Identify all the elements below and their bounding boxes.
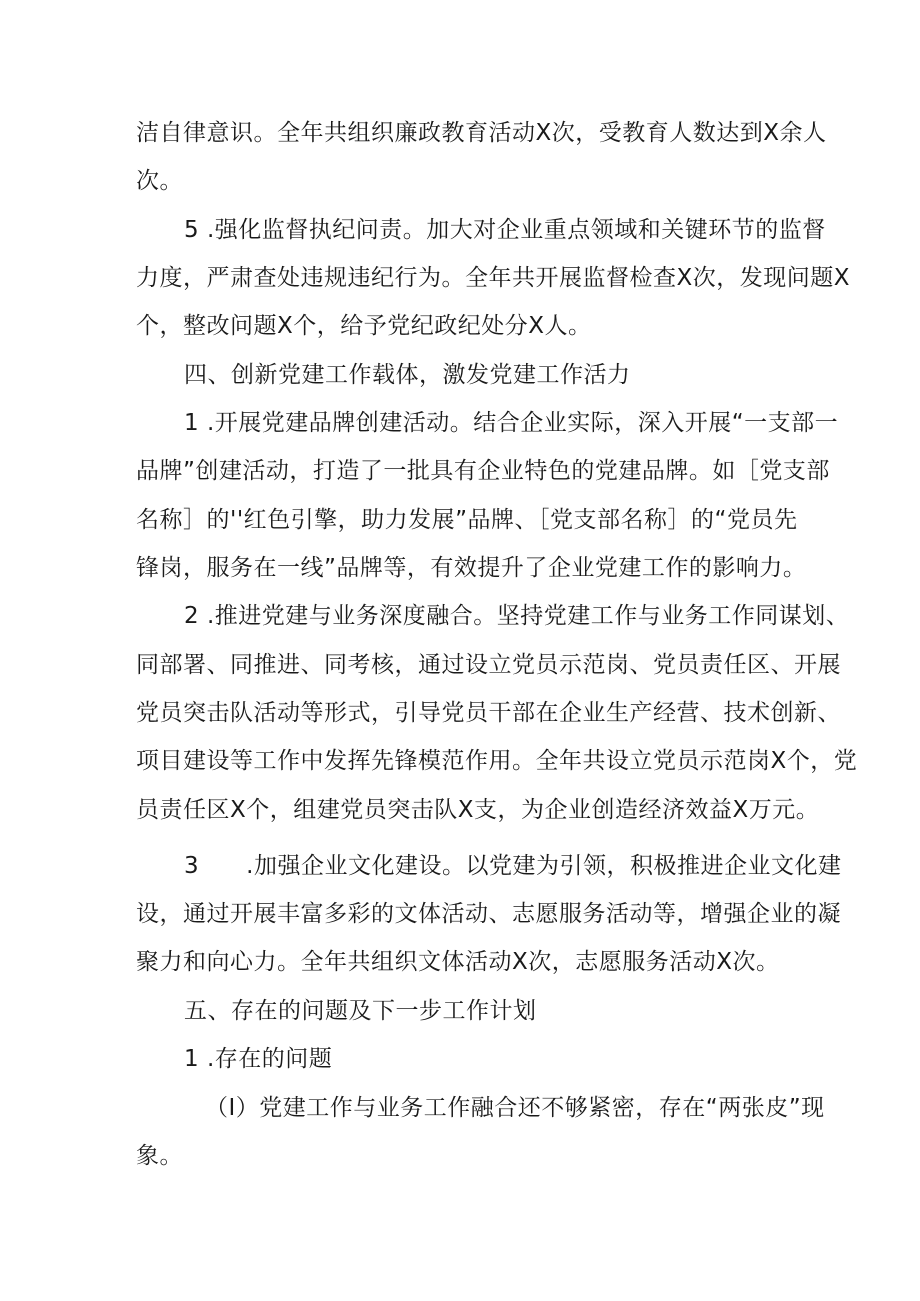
text-line: 力度，严肃查处违规违纪行为。全年共开展监督检查X次，发现问题X (136, 265, 851, 291)
text-line: 洁自律意识。全年共组织廉政教育活动X次，受教育人数达到X余人 (136, 120, 827, 146)
text-line: 个，整改问题X个，给予党纪政纪处分X人。 (136, 313, 592, 339)
subheading-problems: 1 .存在的问题 (184, 1046, 333, 1072)
text-line: 名称］的''红色引擎，助力发展”品牌、［党支部名称］的“党员先 (136, 507, 798, 533)
text-line: 员责任区X个，组建党员突击队X支，为企业创造经济效益X万元。 (136, 797, 820, 823)
text-line: 设，通过开展丰富多彩的文体活动、志愿服务活动等，增强企业的凝 (136, 901, 841, 927)
text-line: 党员突击队活动等形式，引导党员干部在企业生产经营、技术创新、 (136, 700, 841, 726)
section-heading-5: 五、存在的问题及下一步工作计划 (184, 998, 537, 1024)
paragraph-3-heading-line: 3 .加强企业文化建设。以党建为引领，积极推进企业文化建 (184, 853, 842, 879)
text-line: 锋岗，服务在一线”品牌等，有效提升了企业党建工作的影响力。 (136, 555, 807, 581)
paragraph-5-heading-line: 5 .强化监督执纪问责。加大对企业重点领域和关键环节的监督 (184, 217, 826, 243)
paragraph-1-heading-line: 1 .开展党建品牌创建活动。结合企业实际，深入开展“一支部一 (184, 410, 839, 436)
text-line: 聚力和向心力。全年共组织文体活动X次，志愿服务活动X次。 (136, 949, 780, 975)
text-line: 象。 (136, 1143, 183, 1169)
text-line: 品牌”创建活动，打造了一批具有企业特色的党建品牌。如［党支部 (136, 458, 830, 484)
text-line: 项目建设等工作中发挥先锋模范作用。全年共设立党员示范岗X个，党 (136, 748, 858, 774)
text-line: 同部署、同推进、同考核，通过设立党员示范岗、党员责任区、开展 (136, 652, 841, 678)
text-line: 次。 (136, 168, 183, 194)
section-heading-4: 四、创新党建工作载体，激发党建工作活力 (184, 362, 631, 388)
list-item-i-line: （I）党建工作与业务工作融合还不够紧密，存在“两张皮”现 (205, 1095, 825, 1121)
paragraph-2-heading-line: 2 .推进党建与业务深度融合。坚持党建工作与业务工作同谋划、 (184, 603, 850, 629)
